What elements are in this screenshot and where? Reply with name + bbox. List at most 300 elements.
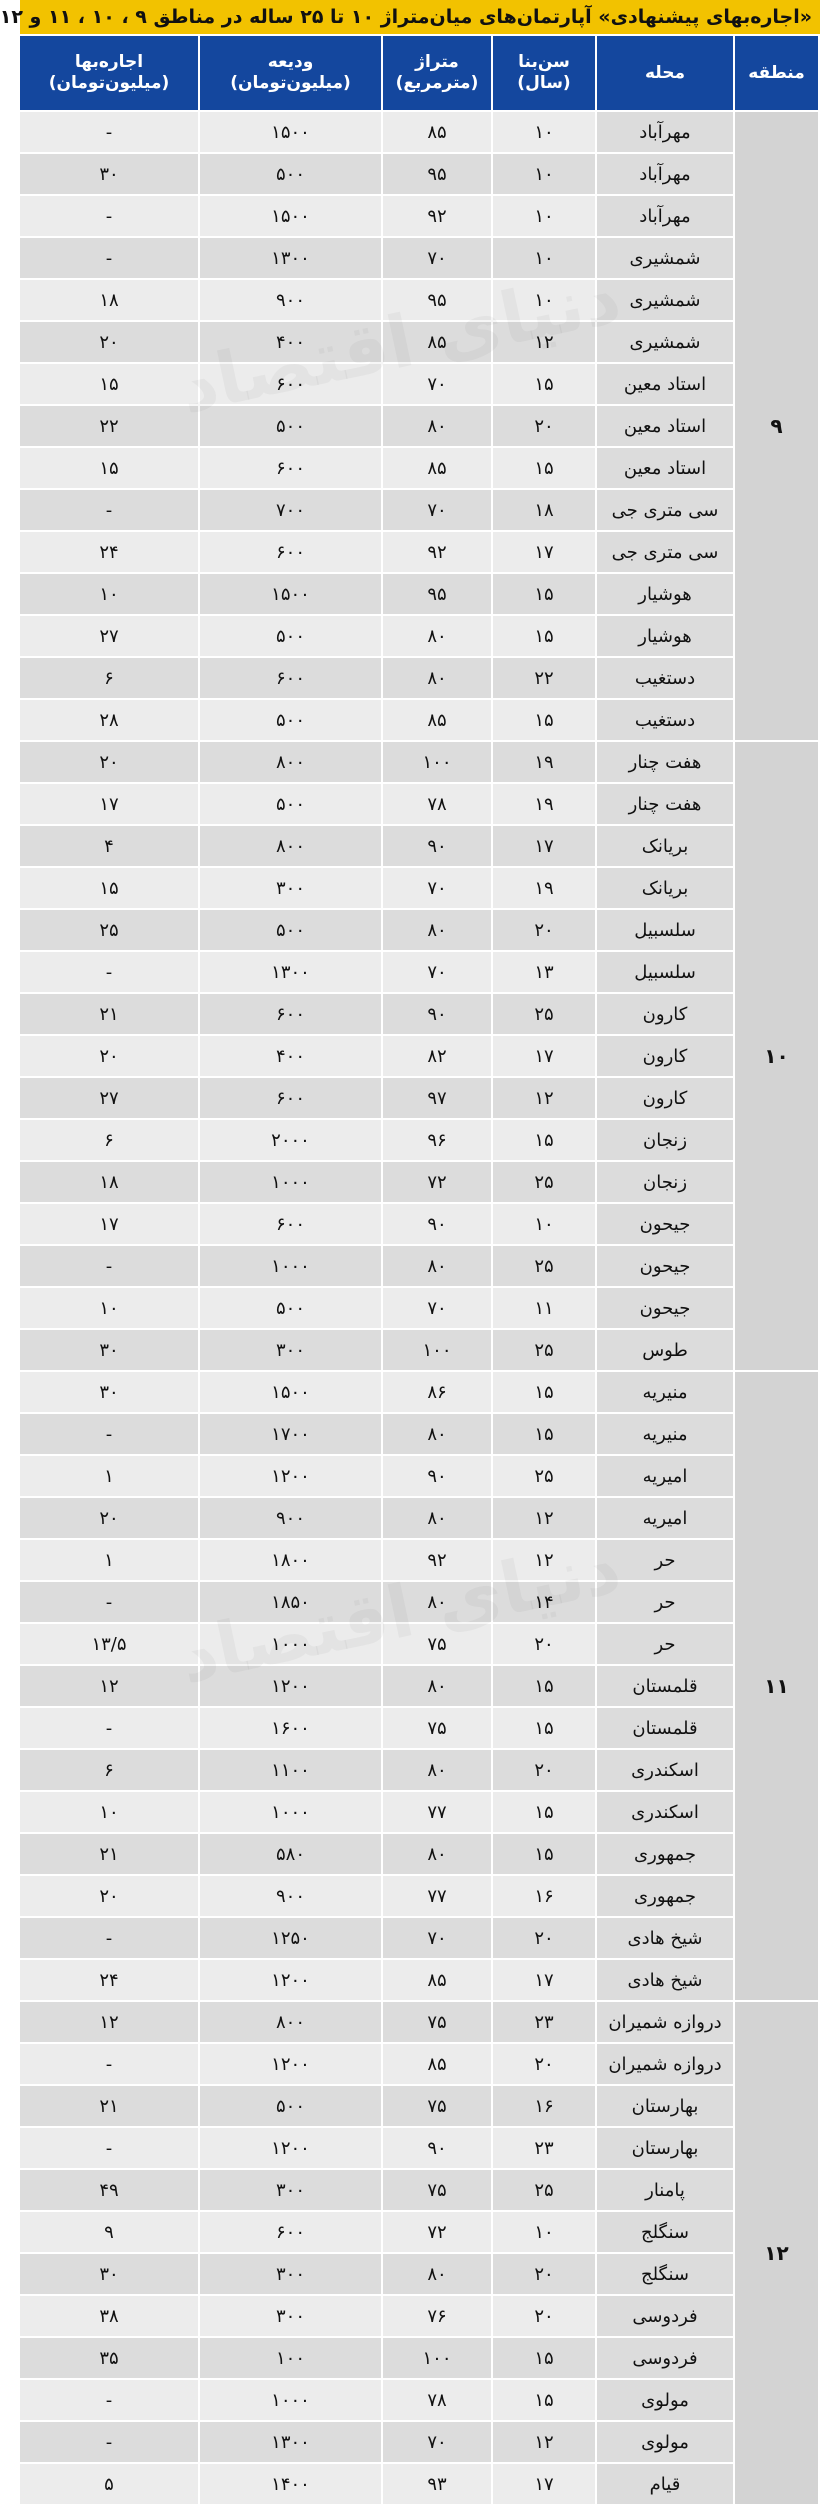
deposit-cell: ۱۲۰۰ (199, 2043, 382, 2085)
table-row (19, 825, 819, 867)
area-cell: ۷۷ (382, 1875, 492, 1917)
area-cell: ۸۰ (382, 2253, 492, 2295)
age-cell: ۱۷ (492, 1035, 596, 1077)
area-cell: ۷۰ (382, 237, 492, 279)
age-cell: ۲۰ (492, 405, 596, 447)
deposit-cell: ۶۰۰ (199, 447, 382, 489)
table-row (19, 699, 819, 741)
age-cell: ۱۱ (492, 1287, 596, 1329)
neighborhood-cell: منیریه (596, 1413, 734, 1455)
area-cell: ۸۰ (382, 1413, 492, 1455)
deposit-cell: ۵۰۰ (199, 405, 382, 447)
age-cell: ۱۲ (492, 321, 596, 363)
deposit-cell: ۴۰۰ (199, 321, 382, 363)
deposit-cell: ۱۸۰۰ (199, 1539, 382, 1581)
rent-cell: - (19, 2379, 199, 2421)
area-cell: ۷۰ (382, 1917, 492, 1959)
age-cell: ۱۰ (492, 1203, 596, 1245)
header-age: سن‌بنا (سال) (492, 35, 596, 111)
rent-cell: ۶ (19, 1749, 199, 1791)
area-cell: ۹۶ (382, 1119, 492, 1161)
deposit-cell: ۱۰۰۰ (199, 2379, 382, 2421)
area-cell: ۹۵ (382, 573, 492, 615)
area-cell: ۱۰۰ (382, 741, 492, 783)
table-row (19, 195, 819, 237)
table-row (19, 1329, 819, 1371)
rent-cell: ۱۸ (19, 1161, 199, 1203)
neighborhood-cell: بریانک (596, 825, 734, 867)
area-cell: ۷۰ (382, 363, 492, 405)
area-cell: ۷۷ (382, 1791, 492, 1833)
deposit-cell: ۱۷۰۰ (199, 1413, 382, 1455)
neighborhood-cell: کارون (596, 1035, 734, 1077)
age-cell: ۱۷ (492, 1959, 596, 2001)
rent-cell: - (19, 237, 199, 279)
header-deposit: ودیعه (میلیون‌تومان) (199, 35, 382, 111)
rent-cell: ۵ (19, 2463, 199, 2505)
neighborhood-cell: امیریه (596, 1497, 734, 1539)
age-cell: ۱۲ (492, 2421, 596, 2463)
area-cell: ۸۰ (382, 1245, 492, 1287)
deposit-cell: ۵۰۰ (199, 153, 382, 195)
area-cell: ۷۵ (382, 2085, 492, 2127)
rent-cell: ۲۱ (19, 1833, 199, 1875)
age-cell: ۲۵ (492, 2169, 596, 2211)
neighborhood-cell: قلمستان (596, 1665, 734, 1707)
rent-cell: ۳۸ (19, 2295, 199, 2337)
neighborhood-cell: بهارستان (596, 2127, 734, 2169)
age-cell: ۱۰ (492, 2211, 596, 2253)
table-row (19, 993, 819, 1035)
neighborhood-cell: سنگلج (596, 2211, 734, 2253)
area-cell: ۹۳ (382, 2463, 492, 2505)
age-cell: ۱۷ (492, 825, 596, 867)
rent-cell: ۴ (19, 825, 199, 867)
table-row (19, 1497, 819, 1539)
table-row (19, 1791, 819, 1833)
neighborhood-cell: بریانک (596, 867, 734, 909)
neighborhood-cell: بهارستان (596, 2085, 734, 2127)
table-row (19, 2211, 819, 2253)
neighborhood-cell: مولوی (596, 2421, 734, 2463)
rent-cell: ۱۳/۵ (19, 1623, 199, 1665)
deposit-cell: ۳۰۰ (199, 2295, 382, 2337)
area-cell: ۷۰ (382, 951, 492, 993)
deposit-cell: ۶۰۰ (199, 363, 382, 405)
age-cell: ۲۳ (492, 2127, 596, 2169)
rent-cell: ۱ (19, 1455, 199, 1497)
deposit-cell: ۱۰۰۰ (199, 1791, 382, 1833)
table-row (19, 531, 819, 573)
age-cell: ۱۲ (492, 1497, 596, 1539)
deposit-cell: ۸۰۰ (199, 2001, 382, 2043)
table-row (19, 1077, 819, 1119)
age-cell: ۱۵ (492, 2379, 596, 2421)
neighborhood-cell: هوشیار (596, 615, 734, 657)
deposit-cell: ۱۲۰۰ (199, 1959, 382, 2001)
deposit-cell: ۵۰۰ (199, 909, 382, 951)
table-row (19, 237, 819, 279)
table-row (19, 447, 819, 489)
age-cell: ۱۹ (492, 867, 596, 909)
neighborhood-cell: شمشیری (596, 279, 734, 321)
neighborhood-cell: اسکندری (596, 1749, 734, 1791)
age-cell: ۱۵ (492, 1119, 596, 1161)
neighborhood-cell: جمهوری (596, 1875, 734, 1917)
deposit-cell: ۲۰۰۰ (199, 1119, 382, 1161)
neighborhood-cell: سلسبیل (596, 909, 734, 951)
deposit-cell: ۱۳۰۰ (199, 951, 382, 993)
table-row (19, 405, 819, 447)
rent-cell: ۲۲ (19, 405, 199, 447)
region-cell: ۱۱ (734, 1371, 819, 2001)
deposit-cell: ۱۶۰۰ (199, 1707, 382, 1749)
page-title: «اجاره‌بهای پیشنهادی» آپارتمان‌های میان‌متراژ ۱۰ تا ۲۵ ساله در مناطق ۹ ، ۱۰ ، ۱۱ و ۱۲ (20, 0, 820, 34)
rent-cell: ۲۰ (19, 1875, 199, 1917)
age-cell: ۲۰ (492, 2043, 596, 2085)
table-row (19, 615, 819, 657)
rent-cell: ۲۰ (19, 321, 199, 363)
neighborhood-cell: جیحون (596, 1245, 734, 1287)
area-cell: ۸۵ (382, 321, 492, 363)
age-cell: ۲۰ (492, 2253, 596, 2295)
rent-cell: ۲۷ (19, 615, 199, 657)
neighborhood-cell: طوس (596, 1329, 734, 1371)
age-cell: ۱۵ (492, 1707, 596, 1749)
rent-cell: ۶ (19, 657, 199, 699)
deposit-cell: ۹۰۰ (199, 1875, 382, 1917)
rent-cell: ۱۷ (19, 783, 199, 825)
table-row (19, 489, 819, 531)
deposit-cell: ۱۰۰۰ (199, 1623, 382, 1665)
age-cell: ۱۰ (492, 111, 596, 153)
neighborhood-cell: حر (596, 1581, 734, 1623)
area-cell: ۹۰ (382, 825, 492, 867)
neighborhood-cell: قلمستان (596, 1707, 734, 1749)
deposit-cell: ۳۰۰ (199, 867, 382, 909)
age-cell: ۱۲ (492, 1077, 596, 1119)
rent-cell: - (19, 1917, 199, 1959)
table-row (19, 867, 819, 909)
area-cell: ۸۵ (382, 1959, 492, 2001)
rent-cell: - (19, 195, 199, 237)
rent-cell: - (19, 2421, 199, 2463)
header-rent: اجاره‌بها (میلیون‌تومان) (19, 35, 199, 111)
rent-cell: ۳۰ (19, 1371, 199, 1413)
age-cell: ۱۵ (492, 615, 596, 657)
deposit-cell: ۳۰۰ (199, 2169, 382, 2211)
rent-cell: - (19, 1413, 199, 1455)
age-cell: ۱۵ (492, 447, 596, 489)
neighborhood-cell: دستغیب (596, 699, 734, 741)
rent-cell: ۲۷ (19, 1077, 199, 1119)
neighborhood-cell: مهرآباد (596, 153, 734, 195)
neighborhood-cell: کارون (596, 993, 734, 1035)
table-row (19, 951, 819, 993)
table-row (19, 2253, 819, 2295)
table-row (19, 1875, 819, 1917)
table-row (19, 111, 819, 153)
rent-cell: ۱۸ (19, 279, 199, 321)
age-cell: ۱۵ (492, 1791, 596, 1833)
age-cell: ۱۵ (492, 699, 596, 741)
rent-cell: ۲۴ (19, 531, 199, 573)
age-cell: ۱۸ (492, 489, 596, 531)
table-row (19, 2421, 819, 2463)
deposit-cell: ۵۸۰ (199, 1833, 382, 1875)
age-cell: ۲۲ (492, 657, 596, 699)
table-row (19, 1455, 819, 1497)
age-cell: ۱۷ (492, 531, 596, 573)
rent-cell: - (19, 2127, 199, 2169)
area-cell: ۹۵ (382, 279, 492, 321)
area-cell: ۷۲ (382, 1161, 492, 1203)
area-cell: ۷۵ (382, 2001, 492, 2043)
neighborhood-cell: پامنار (596, 2169, 734, 2211)
neighborhood-cell: دستغیب (596, 657, 734, 699)
area-cell: ۹۲ (382, 195, 492, 237)
table-row (19, 1119, 819, 1161)
deposit-cell: ۱۸۵۰ (199, 1581, 382, 1623)
deposit-cell: ۱۵۰۰ (199, 573, 382, 615)
area-cell: ۸۰ (382, 1497, 492, 1539)
table-row (19, 1707, 819, 1749)
deposit-cell: ۵۰۰ (199, 2085, 382, 2127)
age-cell: ۲۳ (492, 2001, 596, 2043)
deposit-cell: ۵۰۰ (199, 1287, 382, 1329)
rent-cell: - (19, 951, 199, 993)
age-cell: ۲۰ (492, 1749, 596, 1791)
age-cell: ۱۵ (492, 1371, 596, 1413)
rent-cell: ۳۰ (19, 153, 199, 195)
deposit-cell: ۱۰۰۰ (199, 1161, 382, 1203)
table-row (19, 2379, 819, 2421)
rent-cell: - (19, 1581, 199, 1623)
area-cell: ۹۲ (382, 1539, 492, 1581)
rent-cell: - (19, 489, 199, 531)
table-row (19, 1665, 819, 1707)
header-neighborhood: محله (596, 35, 734, 111)
neighborhood-cell: امیریه (596, 1455, 734, 1497)
region-cell: ۱۰ (734, 741, 819, 1371)
area-cell: ۹۰ (382, 2127, 492, 2169)
age-cell: ۱۴ (492, 1581, 596, 1623)
table-row (19, 1371, 819, 1413)
area-cell: ۸۰ (382, 615, 492, 657)
deposit-cell: ۳۰۰ (199, 1329, 382, 1371)
table-row (19, 573, 819, 615)
neighborhood-cell: جیحون (596, 1287, 734, 1329)
table-row (19, 1203, 819, 1245)
rent-cell: - (19, 111, 199, 153)
neighborhood-cell: هفت چنار (596, 783, 734, 825)
table-row (19, 2043, 819, 2085)
neighborhood-cell: مهرآباد (596, 111, 734, 153)
area-cell: ۷۸ (382, 2379, 492, 2421)
area-cell: ۸۰ (382, 657, 492, 699)
table-row (19, 2295, 819, 2337)
region-cell: ۹ (734, 111, 819, 741)
table-row (19, 1161, 819, 1203)
rent-cell: ۱۵ (19, 363, 199, 405)
table-row (19, 2169, 819, 2211)
age-cell: ۱۷ (492, 2463, 596, 2505)
age-cell: ۱۵ (492, 1833, 596, 1875)
area-cell: ۸۰ (382, 909, 492, 951)
neighborhood-cell: سلسبیل (596, 951, 734, 993)
age-cell: ۲۰ (492, 1917, 596, 1959)
age-cell: ۱۵ (492, 1665, 596, 1707)
deposit-cell: ۱۵۰۰ (199, 195, 382, 237)
header-area: متراژ (مترمربع) (382, 35, 492, 111)
area-cell: ۷۵ (382, 2169, 492, 2211)
neighborhood-cell: شیخ هادی (596, 1959, 734, 2001)
deposit-cell: ۹۰۰ (199, 1497, 382, 1539)
area-cell: ۸۰ (382, 1833, 492, 1875)
neighborhood-cell: استاد معین (596, 405, 734, 447)
area-cell: ۷۵ (382, 1707, 492, 1749)
table-header-row (19, 35, 819, 111)
deposit-cell: ۶۰۰ (199, 531, 382, 573)
area-cell: ۷۰ (382, 867, 492, 909)
age-cell: ۱۰ (492, 195, 596, 237)
age-cell: ۱۵ (492, 363, 596, 405)
area-cell: ۹۲ (382, 531, 492, 573)
neighborhood-cell: شمشیری (596, 321, 734, 363)
neighborhood-cell: زنجان (596, 1119, 734, 1161)
neighborhood-cell: زنجان (596, 1161, 734, 1203)
neighborhood-cell: منیریه (596, 1371, 734, 1413)
neighborhood-cell: سی متری جی (596, 531, 734, 573)
deposit-cell: ۱۲۰۰ (199, 1665, 382, 1707)
area-cell: ۷۶ (382, 2295, 492, 2337)
rent-cell: ۲۴ (19, 1959, 199, 2001)
neighborhood-cell: اسکندری (596, 1791, 734, 1833)
age-cell: ۱۵ (492, 2337, 596, 2379)
region-cell: ۱۲ (734, 2001, 819, 2505)
rent-cell: ۳۰ (19, 1329, 199, 1371)
area-cell: ۸۶ (382, 1371, 492, 1413)
age-cell: ۱۹ (492, 783, 596, 825)
area-cell: ۸۵ (382, 111, 492, 153)
deposit-cell: ۱۲۰۰ (199, 2127, 382, 2169)
age-cell: ۱۰ (492, 153, 596, 195)
area-cell: ۸۰ (382, 1749, 492, 1791)
table-row (19, 1833, 819, 1875)
rent-cell: ۱۰ (19, 1287, 199, 1329)
table-row (19, 1413, 819, 1455)
table-row (19, 2085, 819, 2127)
neighborhood-cell: فردوسی (596, 2337, 734, 2379)
rent-cell: ۱۵ (19, 867, 199, 909)
age-cell: ۲۵ (492, 993, 596, 1035)
table-row (19, 1959, 819, 2001)
header-region: منطقه (734, 35, 819, 111)
age-cell: ۲۵ (492, 1161, 596, 1203)
neighborhood-cell: شمشیری (596, 237, 734, 279)
neighborhood-cell: سنگلج (596, 2253, 734, 2295)
table-row (19, 1035, 819, 1077)
age-cell: ۱۵ (492, 1413, 596, 1455)
area-cell: ۷۵ (382, 1623, 492, 1665)
area-cell: ۸۰ (382, 1665, 492, 1707)
age-cell: ۲۰ (492, 909, 596, 951)
rent-cell: ۱۲ (19, 2001, 199, 2043)
rent-cell: ۱۰ (19, 573, 199, 615)
table-row (19, 1917, 819, 1959)
area-cell: ۸۰ (382, 405, 492, 447)
deposit-cell: ۱۳۰۰ (199, 237, 382, 279)
area-cell: ۸۲ (382, 1035, 492, 1077)
table-row (19, 783, 819, 825)
deposit-cell: ۶۰۰ (199, 1077, 382, 1119)
age-cell: ۲۵ (492, 1455, 596, 1497)
table-row (19, 363, 819, 405)
table-row (19, 321, 819, 363)
neighborhood-cell: جمهوری (596, 1833, 734, 1875)
area-cell: ۹۰ (382, 993, 492, 1035)
area-cell: ۸۵ (382, 447, 492, 489)
area-cell: ۹۷ (382, 1077, 492, 1119)
neighborhood-cell: شیخ هادی (596, 1917, 734, 1959)
deposit-cell: ۱۲۰۰ (199, 1455, 382, 1497)
rent-cell: ۹ (19, 2211, 199, 2253)
area-cell: ۷۰ (382, 2421, 492, 2463)
rent-cell: ۲۵ (19, 909, 199, 951)
age-cell: ۱۵ (492, 573, 596, 615)
rent-cell: - (19, 1707, 199, 1749)
table-row (19, 279, 819, 321)
deposit-cell: ۴۰۰ (199, 1035, 382, 1077)
age-cell: ۲۵ (492, 1245, 596, 1287)
area-cell: ۸۵ (382, 699, 492, 741)
deposit-cell: ۶۰۰ (199, 657, 382, 699)
area-cell: ۷۰ (382, 1287, 492, 1329)
age-cell: ۱۶ (492, 1875, 596, 1917)
neighborhood-cell: هفت چنار (596, 741, 734, 783)
neighborhood-cell: هوشیار (596, 573, 734, 615)
neighborhood-cell: استاد معین (596, 363, 734, 405)
table-row (19, 153, 819, 195)
area-cell: ۸۵ (382, 2043, 492, 2085)
area-cell: ۹۰ (382, 1203, 492, 1245)
neighborhood-cell: قیام (596, 2463, 734, 2505)
table-row (19, 2337, 819, 2379)
neighborhood-cell: حر (596, 1539, 734, 1581)
rent-table (18, 34, 820, 2506)
table-row (19, 1749, 819, 1791)
rent-cell: ۱۵ (19, 447, 199, 489)
area-cell: ۹۵ (382, 153, 492, 195)
rent-cell: ۱۲ (19, 1665, 199, 1707)
deposit-cell: ۶۰۰ (199, 993, 382, 1035)
area-cell: ۱۰۰ (382, 1329, 492, 1371)
rent-cell: ۳۵ (19, 2337, 199, 2379)
neighborhood-cell: استاد معین (596, 447, 734, 489)
deposit-cell: ۹۰۰ (199, 279, 382, 321)
deposit-cell: ۶۰۰ (199, 2211, 382, 2253)
deposit-cell: ۱۰۰ (199, 2337, 382, 2379)
area-cell: ۷۰ (382, 489, 492, 531)
deposit-cell: ۸۰۰ (199, 741, 382, 783)
age-cell: ۲۵ (492, 1329, 596, 1371)
deposit-cell: ۷۰۰ (199, 489, 382, 531)
deposit-cell: ۶۰۰ (199, 1203, 382, 1245)
area-cell: ۷۲ (382, 2211, 492, 2253)
rent-cell: ۱۰ (19, 1791, 199, 1833)
rent-cell: ۱۷ (19, 1203, 199, 1245)
deposit-cell: ۳۰۰ (199, 2253, 382, 2295)
